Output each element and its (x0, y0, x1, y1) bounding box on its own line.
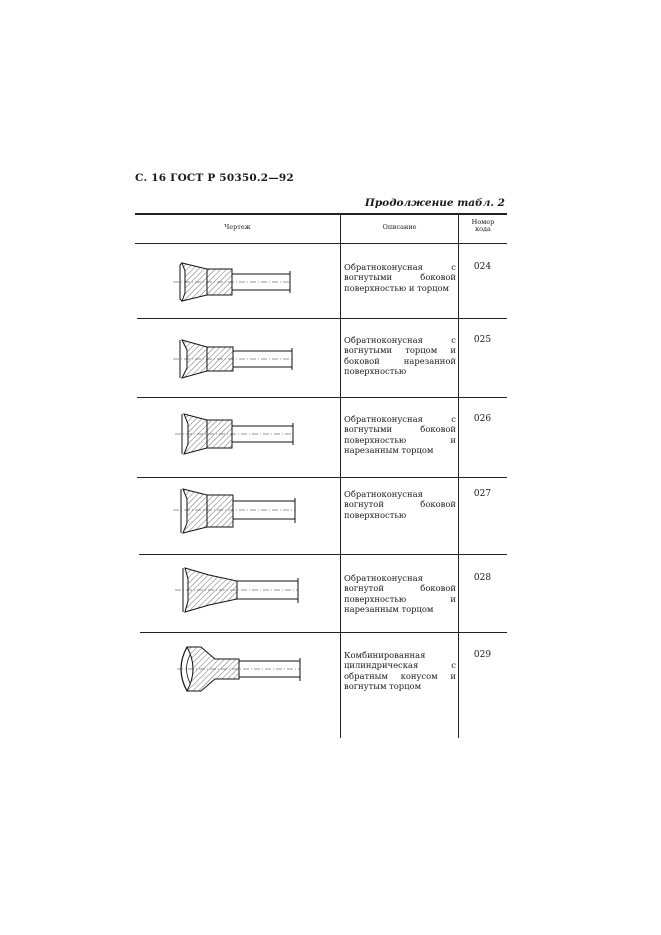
code-025: 025 (473, 335, 492, 345)
row-separator (137, 477, 507, 478)
code-028: 028 (473, 573, 492, 583)
description-025: Обратноконусная с вогнутыми торцом и боковой нарезанной поверхностью (344, 335, 456, 377)
bur-drawing-025 (135, 330, 340, 400)
table-top-rule (135, 213, 507, 215)
column-divider-drawing (340, 213, 341, 738)
code-027: 027 (473, 489, 492, 499)
code-029: 029 (473, 650, 492, 660)
description-026: Обратноконусная с вогнутыми боковой поверхностью и нарезанным торцом (344, 414, 456, 456)
description-029: Комбинированная цилиндрическая с обратным конусом и вогнутым торцом (344, 650, 456, 692)
header-bottom-rule (135, 243, 507, 244)
description-024: Обратноконусная с вогнутыми боковой поверхностью и торцом (344, 262, 456, 293)
bur-drawing-024 (135, 253, 340, 323)
column-header-code-line2: кода (475, 225, 491, 233)
table-continuation-label: Продолжение табл. 2 (364, 197, 505, 209)
row-separator (139, 554, 507, 555)
code-024: 024 (473, 262, 492, 272)
bur-drawing-029 (135, 641, 340, 711)
bur-drawing-026 (135, 406, 340, 476)
description-028: Обратноконусная вогнутой боковой поверхностью и нарезанным торцом (344, 573, 456, 615)
bur-drawing-028 (135, 563, 340, 633)
page-header: С. 16 ГОСТ Р 50350.2—92 (135, 172, 294, 184)
column-header-drawing: Чертеж (224, 223, 251, 231)
bur-drawing-027 (135, 483, 340, 553)
column-header-description: Описание (382, 223, 417, 231)
code-026: 026 (473, 414, 492, 424)
column-header-code-line1: Номер (471, 218, 495, 226)
description-027: Обратноконусная вогнутой боковой поверхностью (344, 489, 456, 520)
bur-shape-table (135, 213, 507, 738)
